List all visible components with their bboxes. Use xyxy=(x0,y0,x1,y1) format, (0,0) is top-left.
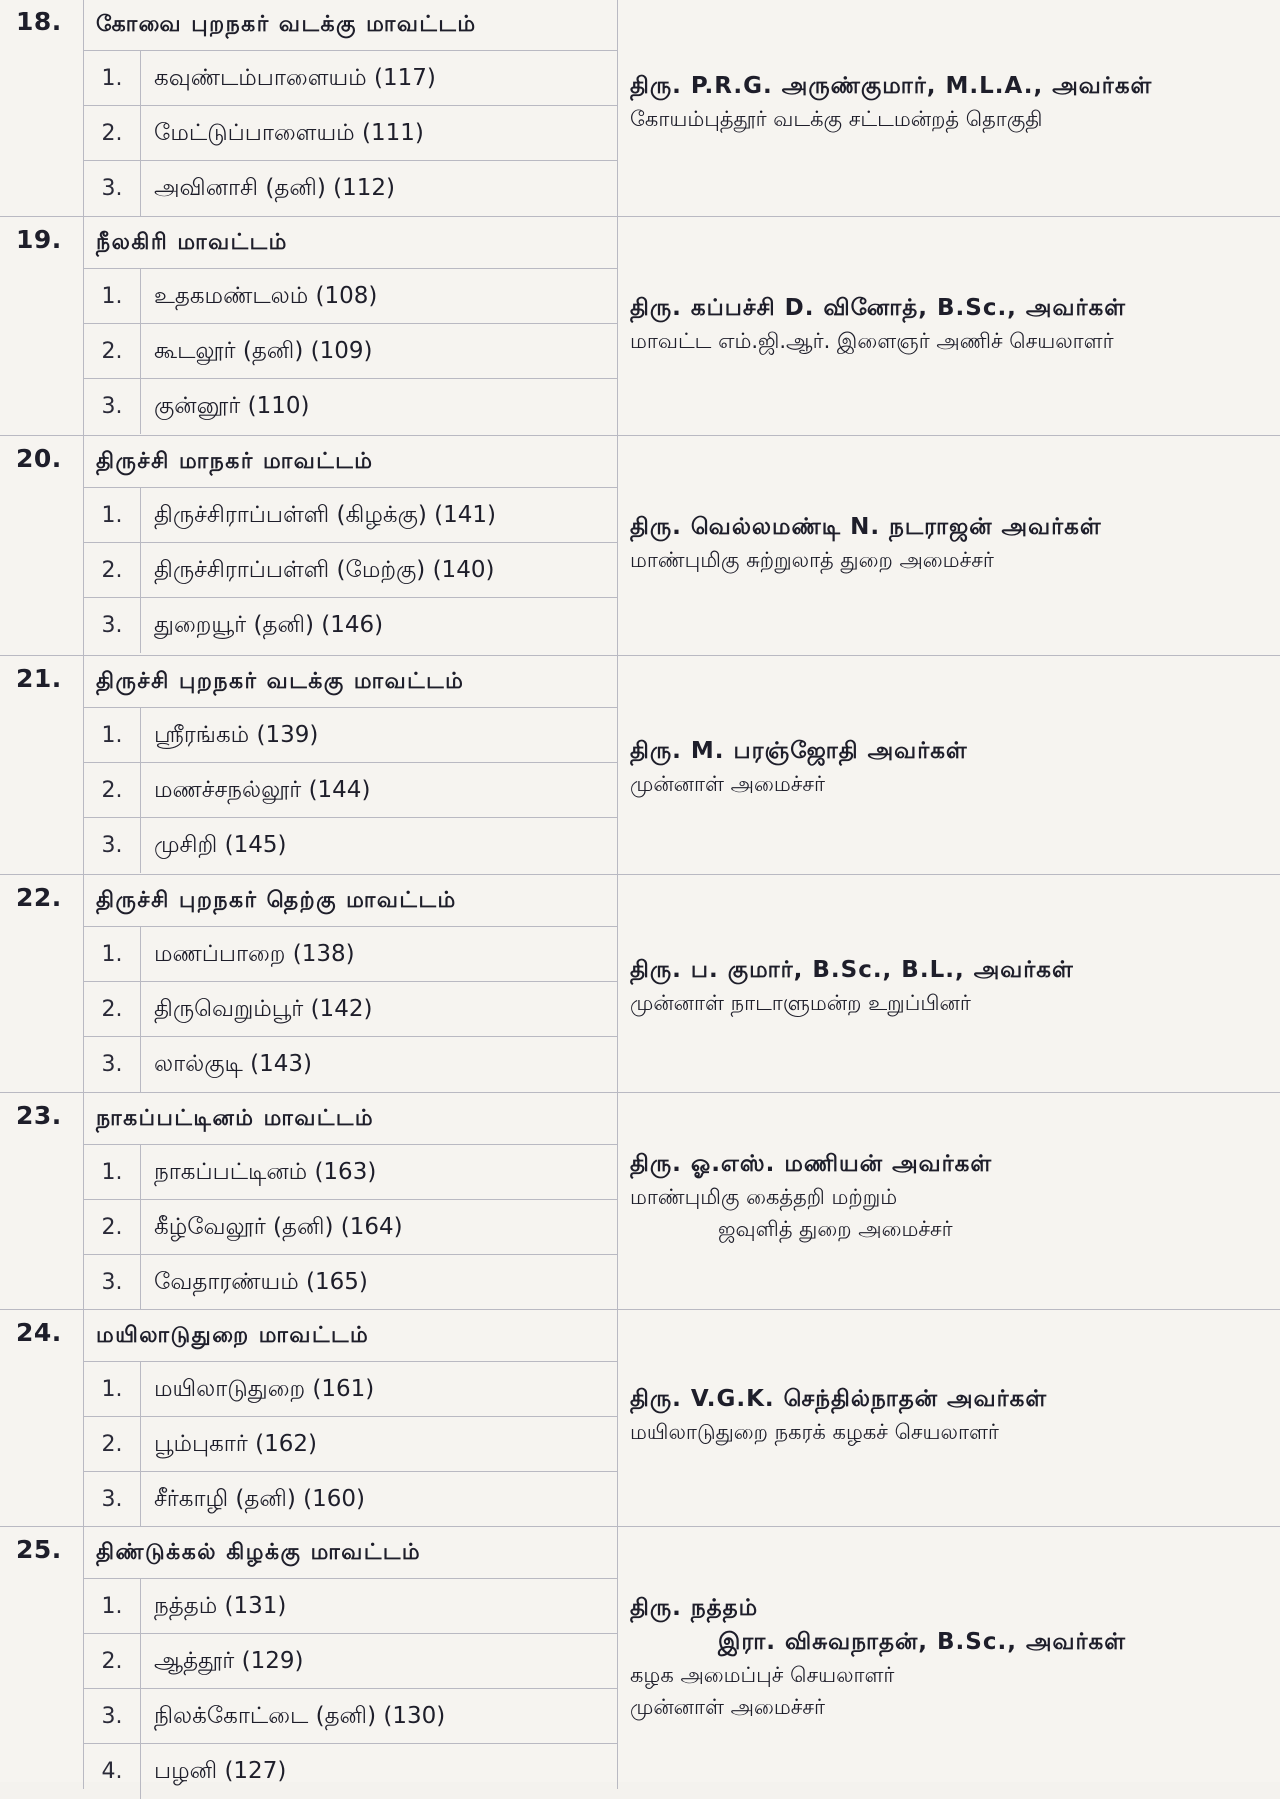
constituency-row xyxy=(84,324,617,379)
row-index: 3. xyxy=(84,818,141,873)
row-index: 1. xyxy=(84,51,141,105)
constituency-row xyxy=(84,269,617,324)
section-number: 22. xyxy=(16,883,62,912)
district-name: நாகப்பட்டினம் மாவட்டம் xyxy=(84,1093,617,1145)
person-name: திரு. வெல்லமண்டி N. நடராஜன் அவர்கள் xyxy=(630,514,1102,540)
person-role: மாண்புமிகு சுற்றுலாத் துறை அமைச்சர் xyxy=(630,548,994,572)
constituency-row xyxy=(84,1634,617,1689)
row-index: 3. xyxy=(84,161,141,216)
person-info xyxy=(630,510,1260,576)
constituency-column xyxy=(83,656,618,875)
constituency-name: திருச்சிராப்பள்ளி (மேற்கு) (140) xyxy=(154,557,495,583)
row-index: 4. xyxy=(84,1744,141,1799)
constituency-column xyxy=(83,1093,618,1310)
constituency-row xyxy=(84,106,617,161)
constituency-name: மணச்சநல்லூர் (144) xyxy=(154,777,371,803)
constituency-name: மணப்பாறை (138) xyxy=(154,941,355,967)
constituency-name: ஆத்தூர் (129) xyxy=(154,1648,304,1674)
person-info xyxy=(630,1147,1260,1245)
constituency-name: குன்னூர் (110) xyxy=(154,393,310,419)
row-index: 2. xyxy=(84,543,141,597)
person-info xyxy=(630,734,1260,800)
constituency-row xyxy=(84,1037,617,1092)
row-index: 3. xyxy=(84,1689,141,1743)
constituency-row xyxy=(84,818,617,873)
constituency-column xyxy=(83,0,618,217)
person-role: கழக அமைப்புச் செயலாளர் xyxy=(630,1663,895,1687)
row-index: 1. xyxy=(84,1145,141,1199)
district-name: மயிலாடுதுறை மாவட்டம் xyxy=(84,1310,617,1362)
constituency-row xyxy=(84,708,617,763)
person-role: மயிலாடுதுறை நகரக் கழகச் செயலாளர் xyxy=(630,1420,999,1444)
person-name: திரு. V.G.K. செந்தில்நாதன் அவர்கள் xyxy=(630,1386,1048,1412)
constituency-row xyxy=(84,1417,617,1472)
district-section xyxy=(0,1526,1280,1789)
constituency-column xyxy=(83,217,618,436)
constituency-name: மேட்டுப்பாளையம் (111) xyxy=(154,120,424,146)
district-name: திருச்சி புறநகர் வடக்கு மாவட்டம் xyxy=(84,656,617,708)
constituency-row xyxy=(84,982,617,1037)
constituency-column xyxy=(83,436,618,656)
person-info xyxy=(630,953,1260,1019)
constituency-name: கூடலூர் (தனி) (109) xyxy=(154,338,373,364)
district-section xyxy=(0,216,1280,436)
constituency-row xyxy=(84,1744,617,1799)
district-section xyxy=(0,874,1280,1093)
person-role: கோயம்புத்தூர் வடக்கு சட்டமன்றத் தொகுதி xyxy=(630,107,1043,131)
district-name: திருச்சி மாநகர் மாவட்டம் xyxy=(84,436,617,488)
constituency-name: பூம்புகார் (162) xyxy=(154,1431,317,1457)
constituency-column xyxy=(83,1527,618,1789)
person-info xyxy=(630,69,1260,135)
person-role: ஜவுளித் துறை அமைச்சர் xyxy=(718,1217,953,1241)
row-index: 2. xyxy=(84,1634,141,1688)
constituency-column xyxy=(83,1310,618,1527)
row-index: 2. xyxy=(84,324,141,378)
constituency-name: லால்குடி (143) xyxy=(154,1051,312,1077)
section-number: 20. xyxy=(16,444,62,473)
row-index: 3. xyxy=(84,1472,141,1527)
constituency-name: முசிறி (145) xyxy=(154,832,287,858)
constituency-row xyxy=(84,379,617,434)
constituency-row xyxy=(84,927,617,982)
constituency-name: நிலக்கோட்டை (தனி) (130) xyxy=(154,1703,446,1729)
row-index: 2. xyxy=(84,1417,141,1471)
constituency-name: வேதாரண்யம் (165) xyxy=(154,1269,368,1295)
constituency-name: திருச்சிராப்பள்ளி (கிழக்கு) (141) xyxy=(154,502,497,528)
constituency-name: அவினாசி (தனி) (112) xyxy=(154,175,395,201)
constituency-row xyxy=(84,1200,617,1255)
person-info xyxy=(630,291,1260,357)
person-name: இரா. விசுவநாதன், B.Sc., அவர்கள் xyxy=(718,1629,1127,1655)
constituency-row xyxy=(84,1579,617,1634)
row-index: 1. xyxy=(84,269,141,323)
section-number: 19. xyxy=(16,225,62,254)
person-role: மாவட்ட எம்.ஜி.ஆர். இளைஞர் அணிச் செயலாளர் xyxy=(630,329,1114,353)
section-number: 18. xyxy=(16,7,62,36)
section-number: 21. xyxy=(16,664,62,693)
district-name: கோவை புறநகர் வடக்கு மாவட்டம் xyxy=(84,0,617,51)
constituency-row xyxy=(84,1145,617,1200)
constituency-name: பழனி (127) xyxy=(154,1758,287,1784)
district-section xyxy=(0,0,1280,217)
person-name: திரு. M. பரஞ்ஜோதி அவர்கள் xyxy=(630,738,968,764)
person-name: திரு. நத்தம் xyxy=(630,1595,759,1621)
constituency-row xyxy=(84,598,617,653)
constituency-column xyxy=(83,875,618,1093)
constituency-name: உதகமண்டலம் (108) xyxy=(154,283,378,309)
constituency-name: ஸ்ரீரங்கம் (139) xyxy=(154,722,319,748)
row-index: 1. xyxy=(84,927,141,981)
section-number: 25. xyxy=(16,1535,62,1564)
person-name: திரு. P.R.G. அருண்குமார், M.L.A., அவர்கள் xyxy=(630,73,1153,99)
constituency-row xyxy=(84,763,617,818)
person-name: திரு. ப. குமார், B.Sc., B.L., அவர்கள் xyxy=(630,957,1074,983)
row-index: 1. xyxy=(84,1362,141,1416)
row-index: 1. xyxy=(84,708,141,762)
person-role: முன்னாள் அமைச்சர் xyxy=(630,1695,825,1719)
constituency-name: கீழ்வேலூர் (தனி) (164) xyxy=(154,1214,403,1240)
row-index: 1. xyxy=(84,488,141,542)
person-role: முன்னாள் அமைச்சர் xyxy=(630,772,825,796)
constituency-name: துறையூர் (தனி) (146) xyxy=(154,612,384,638)
constituency-row xyxy=(84,1255,617,1310)
district-name: திருச்சி புறநகர் தெற்கு மாவட்டம் xyxy=(84,875,617,927)
constituency-name: சீர்காழி (தனி) (160) xyxy=(154,1486,366,1512)
person-info xyxy=(630,1382,1260,1448)
constituency-row xyxy=(84,161,617,216)
row-index: 3. xyxy=(84,1037,141,1092)
district-section xyxy=(0,1092,1280,1310)
constituency-name: நத்தம் (131) xyxy=(154,1593,287,1619)
row-index: 2. xyxy=(84,106,141,160)
person-role: மாண்புமிகு கைத்தறி மற்றும் xyxy=(630,1185,898,1209)
district-section xyxy=(0,655,1280,875)
district-name: நீலகிரி மாவட்டம் xyxy=(84,217,617,269)
row-index: 3. xyxy=(84,1255,141,1310)
district-section xyxy=(0,435,1280,656)
section-number: 24. xyxy=(16,1318,62,1347)
row-index: 3. xyxy=(84,379,141,434)
person-name: திரு. கப்பச்சி D. வினோத், B.Sc., அவர்கள் xyxy=(630,295,1126,321)
constituency-name: மயிலாடுதுறை (161) xyxy=(154,1376,375,1402)
constituency-name: திருவெறும்பூர் (142) xyxy=(154,996,373,1022)
constituency-row xyxy=(84,51,617,106)
row-index: 1. xyxy=(84,1579,141,1633)
constituency-row xyxy=(84,1362,617,1417)
constituency-name: கவுண்டம்பாளையம் (117) xyxy=(154,65,436,91)
district-section xyxy=(0,1309,1280,1527)
district-name: திண்டுக்கல் கிழக்கு மாவட்டம் xyxy=(84,1527,617,1579)
constituency-row xyxy=(84,543,617,598)
person-info xyxy=(630,1591,1260,1723)
constituency-row xyxy=(84,1689,617,1744)
section-number: 23. xyxy=(16,1101,62,1130)
row-index: 3. xyxy=(84,598,141,653)
person-role: முன்னாள் நாடாளுமன்ற உறுப்பினர் xyxy=(630,991,971,1015)
constituency-name: நாகப்பட்டினம் (163) xyxy=(154,1159,377,1185)
constituency-row xyxy=(84,488,617,543)
constituency-row xyxy=(84,1472,617,1527)
person-name: திரு. ஓ.எஸ். மணியன் அவர்கள் xyxy=(630,1151,993,1177)
row-index: 2. xyxy=(84,763,141,817)
row-index: 2. xyxy=(84,982,141,1036)
row-index: 2. xyxy=(84,1200,141,1254)
